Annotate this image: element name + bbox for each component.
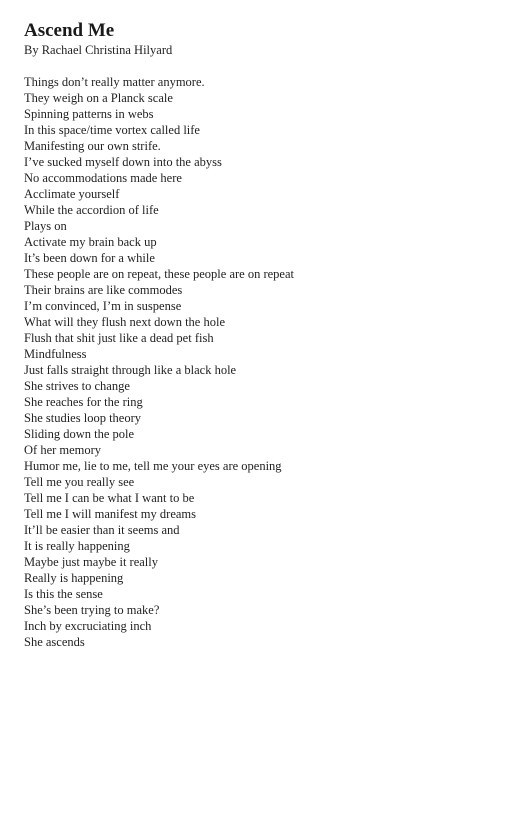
poem-line: Tell me I will manifest my dreams [24,507,196,521]
poem-line: She’s been trying to make? [24,603,160,617]
poem-line: In this space/time vortex called life [24,123,200,137]
poem-line: Really is happening [24,571,124,585]
poem-body [24,74,514,650]
poem-line: Flush that shit just like a dead pet fish [24,331,214,345]
poem-line: She reaches for the ring [24,395,143,409]
poem-line: It is really happening [24,539,130,553]
poem-title: Ascend Me [24,20,115,41]
poem-line: Their brains are like commodes [24,283,183,297]
poem-line: Tell me I can be what I want to be [24,491,195,505]
poem-line: I’ve sucked myself down into the abyss [24,155,222,169]
poem-line: No accommodations made here [24,171,182,185]
poem-line: Activate my brain back up [24,235,157,249]
poem-line: Spinning patterns in webs [24,107,154,121]
poem-line: Acclimate yourself [24,187,120,201]
poem-line: It’s been down for a while [24,251,155,265]
poem-line: She strives to change [24,379,130,393]
poem-line: Maybe just maybe it really [24,555,158,569]
poem-line: Plays on [24,219,67,233]
poem-page [24,20,514,650]
poem-line: Sliding down the pole [24,427,135,441]
poem-byline: By Rachael Christina Hilyard [24,43,173,57]
poem-line: While the accordion of life [24,203,159,217]
poem-line: It’ll be easier than it seems and [24,523,180,537]
poem-line: They weigh on a Planck scale [24,91,173,105]
poem-line: Tell me you really see [24,475,135,489]
poem-line: Humor me, lie to me, tell me your eyes are opening [24,459,282,473]
poem-line: I’m convinced, I’m in suspense [24,299,182,313]
poem-line: Is this the sense [24,587,103,601]
poem-line: Of her memory [24,443,102,457]
poem-line: These people are on repeat, these people are on repeat [24,267,294,281]
poem-line: Mindfulness [24,347,87,361]
poem-line: Manifesting our own strife. [24,139,161,153]
poem-line: Just falls straight through like a black hole [24,363,237,377]
poem-line: Things don’t really matter anymore. [24,75,205,89]
poem-line: What will they flush next down the hole [24,315,226,329]
poem-line: She studies loop theory [24,411,142,425]
poem-line: She ascends [24,635,85,649]
poem-line: Inch by excruciating inch [24,619,152,633]
